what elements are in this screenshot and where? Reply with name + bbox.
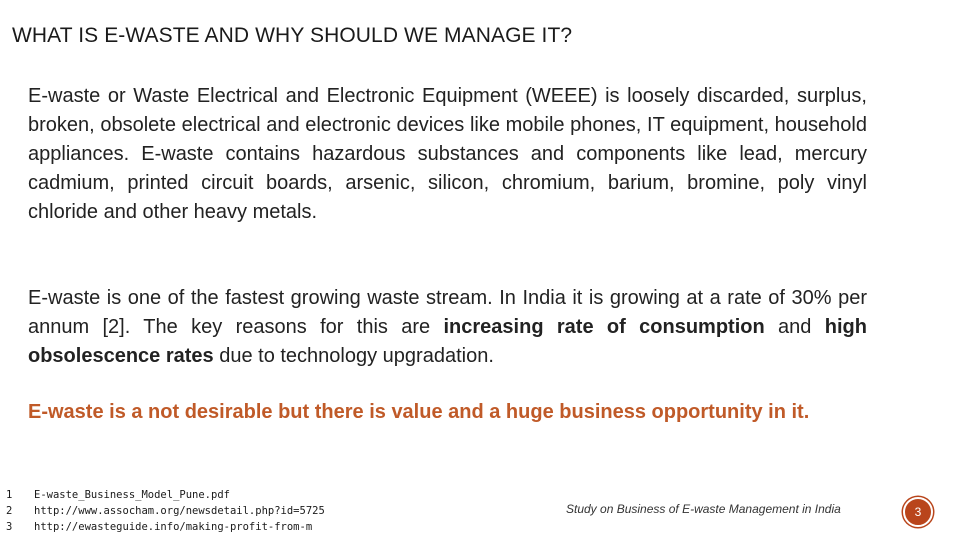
paragraph-growth-text-1: E-waste is one of the fastest growing waste stream. In India it is growing at a rate of 30% per annum [2]. The key reasons for this are (28, 287, 867, 338)
footer-text: Study on Business of E-waste Management in India (566, 502, 841, 516)
page-title: WHAT IS E-WASTE AND WHY SHOULD WE MANAGE IT? (12, 24, 573, 47)
reference-number: 2 (6, 505, 13, 517)
references-list (6, 487, 325, 535)
reference-text: E-waste_Business_Model_Pune.pdf (34, 489, 230, 501)
paragraph-growth-text-3: due to technology upgradation. (213, 345, 494, 367)
reference-item (6, 519, 325, 535)
reference-number: 1 (6, 489, 13, 501)
paragraph-definition: E-waste or Waste Electrical and Electronic Equipment (WEEE) is loosely discarded, surplus, broken, obsolete electrical and electronic devices like mobile phones, IT equipment, household appliances. E-waste contains hazardous substances and components like lead, mercury cadmium, printed circuit boards, arsenic, silicon, chromium, barium, bromine, poly vinyl chloride and other heavy metals. (28, 85, 867, 223)
paragraph-growth-bold-1: increasing rate of consumption (443, 316, 765, 338)
reference-link[interactable]: http://www.assocham.org/newsdetail.php?id=5725 (34, 505, 325, 517)
reference-item (6, 503, 325, 519)
paragraph-growth-bold-2: high obsolescence rates (28, 316, 867, 367)
reference-number: 3 (6, 521, 13, 533)
reference-item (6, 487, 325, 503)
paragraph-growth (28, 284, 867, 371)
paragraph-growth-text-2: and (764, 316, 825, 338)
page-number-badge: 3 (903, 497, 933, 527)
reference-link[interactable]: http://ewasteguide.info/making-profit-from-m (34, 521, 313, 533)
paragraph-opportunity: E-waste is a not desirable but there is value and a huge business opportunity in it. (28, 401, 810, 423)
